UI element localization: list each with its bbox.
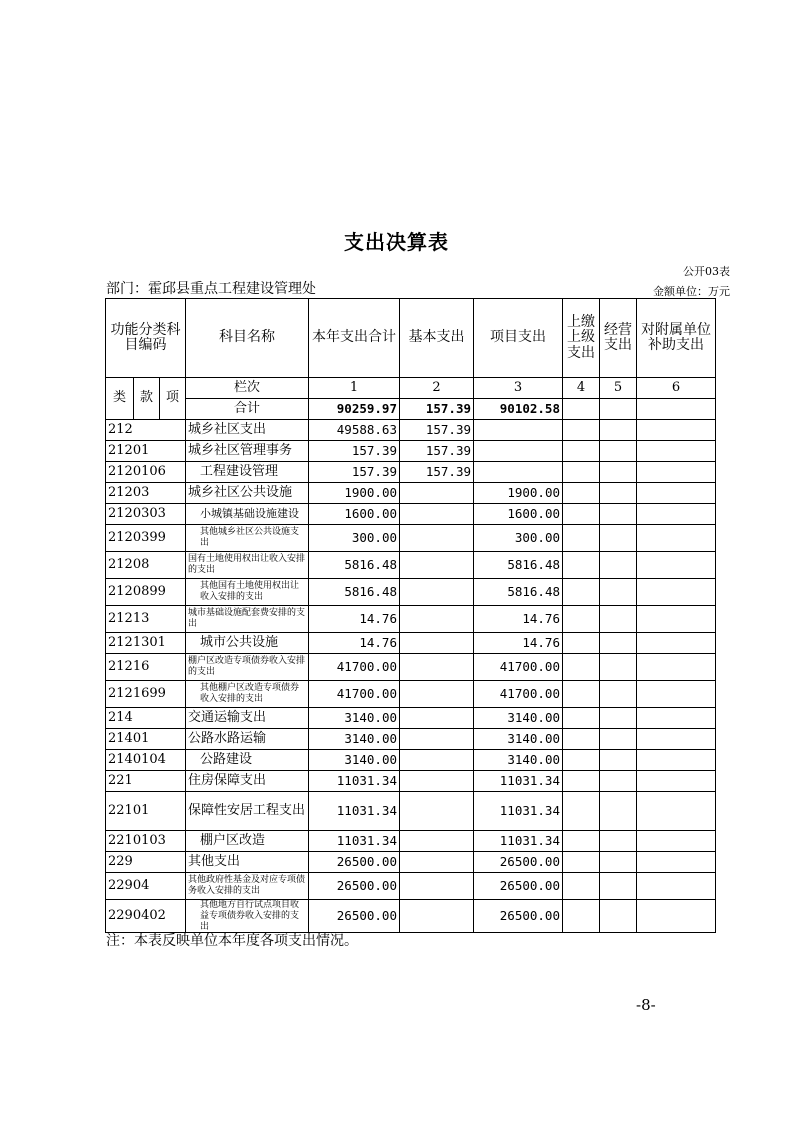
row-project: 14.76 bbox=[474, 606, 563, 633]
row-basic bbox=[400, 633, 474, 654]
row-code: 2120303 bbox=[106, 504, 186, 525]
row-total: 41700.00 bbox=[309, 654, 400, 681]
header-code: 功能分类科目编码 bbox=[106, 299, 186, 378]
table-row bbox=[106, 483, 716, 504]
row-project: 26500.00 bbox=[474, 900, 563, 933]
row-business bbox=[600, 654, 637, 681]
row-code: 22101 bbox=[106, 792, 186, 831]
row-code: 221 bbox=[106, 771, 186, 792]
row-name: 公路水路运输 bbox=[186, 729, 309, 750]
row-upper bbox=[563, 579, 600, 606]
row-upper bbox=[563, 750, 600, 771]
row-name: 棚户区改造专项债券收入安排的支出 bbox=[186, 654, 309, 681]
row-upper bbox=[563, 654, 600, 681]
row-name: 其他支出 bbox=[186, 852, 309, 873]
row-code: 2120106 bbox=[106, 462, 186, 483]
table-row bbox=[106, 681, 716, 708]
row-total: 3140.00 bbox=[309, 708, 400, 729]
table-row bbox=[106, 579, 716, 606]
row-subsidy bbox=[637, 792, 716, 831]
row-basic bbox=[400, 606, 474, 633]
total-label: 合计 bbox=[186, 399, 309, 420]
row-business bbox=[600, 852, 637, 873]
row-upper bbox=[563, 708, 600, 729]
row-business bbox=[600, 633, 637, 654]
row-project: 5816.48 bbox=[474, 579, 563, 606]
row-basic bbox=[400, 750, 474, 771]
row-code: 229 bbox=[106, 852, 186, 873]
row-subsidy bbox=[637, 771, 716, 792]
row-basic bbox=[400, 579, 474, 606]
row-subsidy bbox=[637, 525, 716, 552]
table-row bbox=[106, 633, 716, 654]
row-name: 其他政府性基金及对应专项债务收入安排的支出 bbox=[186, 873, 309, 900]
page-number: -8- bbox=[636, 996, 656, 1014]
row-project: 1900.00 bbox=[474, 483, 563, 504]
row-business bbox=[600, 552, 637, 579]
row-subsidy bbox=[637, 633, 716, 654]
row-total: 157.39 bbox=[309, 462, 400, 483]
row-total: 3140.00 bbox=[309, 750, 400, 771]
total-row bbox=[106, 399, 716, 420]
col-number-2: 2 bbox=[400, 378, 474, 399]
row-code: 21216 bbox=[106, 654, 186, 681]
row-name: 工程建设管理 bbox=[186, 462, 309, 483]
row-project: 3140.00 bbox=[474, 750, 563, 771]
table-row bbox=[106, 552, 716, 579]
row-name: 其他地方自行试点项目收益专项债券收入安排的支出 bbox=[186, 900, 309, 933]
row-name: 城乡社区公共设施 bbox=[186, 483, 309, 504]
total-upper bbox=[563, 399, 600, 420]
header-upper: 上缴上级支出 bbox=[563, 299, 600, 378]
row-subsidy bbox=[637, 873, 716, 900]
table-row bbox=[106, 750, 716, 771]
table-row bbox=[106, 900, 716, 933]
row-subsidy bbox=[637, 504, 716, 525]
table-row bbox=[106, 771, 716, 792]
row-business bbox=[600, 792, 637, 831]
row-code: 2121301 bbox=[106, 633, 186, 654]
row-total: 11031.34 bbox=[309, 831, 400, 852]
header-row bbox=[106, 299, 716, 378]
row-total: 14.76 bbox=[309, 633, 400, 654]
row-total: 14.76 bbox=[309, 606, 400, 633]
row-name: 城市公共设施 bbox=[186, 633, 309, 654]
row-basic bbox=[400, 504, 474, 525]
header-kuan: 款 bbox=[134, 378, 160, 420]
row-business bbox=[600, 771, 637, 792]
row-business bbox=[600, 462, 637, 483]
row-total: 26500.00 bbox=[309, 900, 400, 933]
row-project: 14.76 bbox=[474, 633, 563, 654]
col-number-5: 5 bbox=[600, 378, 637, 399]
row-total: 5816.48 bbox=[309, 552, 400, 579]
row-code: 2120399 bbox=[106, 525, 186, 552]
row-project bbox=[474, 462, 563, 483]
row-total: 49588.63 bbox=[309, 420, 400, 441]
row-total: 1600.00 bbox=[309, 504, 400, 525]
row-upper bbox=[563, 900, 600, 933]
department-label: 部门：霍邱县重点工程建设管理处 bbox=[106, 281, 316, 297]
row-business bbox=[600, 729, 637, 750]
row-subsidy bbox=[637, 462, 716, 483]
row-business bbox=[600, 579, 637, 606]
table-row bbox=[106, 708, 716, 729]
row-business bbox=[600, 441, 637, 462]
table-row bbox=[106, 606, 716, 633]
row-project: 5816.48 bbox=[474, 552, 563, 579]
row-basic bbox=[400, 681, 474, 708]
row-upper bbox=[563, 792, 600, 831]
row-name: 保障性安居工程支出 bbox=[186, 792, 309, 831]
row-upper bbox=[563, 873, 600, 900]
row-name: 城市基础设施配套费安排的支出 bbox=[186, 606, 309, 633]
row-basic bbox=[400, 654, 474, 681]
row-subsidy bbox=[637, 606, 716, 633]
header-name: 科目名称 bbox=[186, 299, 309, 378]
row-project: 11031.34 bbox=[474, 792, 563, 831]
row-upper bbox=[563, 462, 600, 483]
row-total: 41700.00 bbox=[309, 681, 400, 708]
row-basic bbox=[400, 852, 474, 873]
row-business bbox=[600, 420, 637, 441]
row-business bbox=[600, 900, 637, 933]
row-upper bbox=[563, 633, 600, 654]
row-upper bbox=[563, 504, 600, 525]
row-project: 1600.00 bbox=[474, 504, 563, 525]
row-name: 其他国有土地使用权出让收入安排的支出 bbox=[186, 579, 309, 606]
row-subsidy bbox=[637, 420, 716, 441]
row-basic: 157.39 bbox=[400, 420, 474, 441]
row-upper bbox=[563, 852, 600, 873]
row-subsidy bbox=[637, 579, 716, 606]
row-name: 小城镇基础设施建设 bbox=[186, 504, 309, 525]
row-basic bbox=[400, 831, 474, 852]
row-code: 21401 bbox=[106, 729, 186, 750]
header-total: 本年支出合计 bbox=[309, 299, 400, 378]
row-code: 214 bbox=[106, 708, 186, 729]
row-basic bbox=[400, 873, 474, 900]
row-upper bbox=[563, 729, 600, 750]
header-business: 经营支出 bbox=[600, 299, 637, 378]
table-row bbox=[106, 873, 716, 900]
row-subsidy bbox=[637, 852, 716, 873]
row-business bbox=[600, 873, 637, 900]
row-project: 26500.00 bbox=[474, 852, 563, 873]
row-code: 2140104 bbox=[106, 750, 186, 771]
table-row bbox=[106, 729, 716, 750]
row-basic bbox=[400, 525, 474, 552]
table-row bbox=[106, 525, 716, 552]
row-code: 2290402 bbox=[106, 900, 186, 933]
table-row bbox=[106, 420, 716, 441]
row-name: 交通运输支出 bbox=[186, 708, 309, 729]
row-code: 22904 bbox=[106, 873, 186, 900]
row-project: 41700.00 bbox=[474, 654, 563, 681]
row-business bbox=[600, 831, 637, 852]
row-subsidy bbox=[637, 708, 716, 729]
row-upper bbox=[563, 552, 600, 579]
row-project: 26500.00 bbox=[474, 873, 563, 900]
row-project: 300.00 bbox=[474, 525, 563, 552]
table-row bbox=[106, 462, 716, 483]
row-code: 21213 bbox=[106, 606, 186, 633]
row-business bbox=[600, 606, 637, 633]
header-lanci: 栏次 bbox=[186, 378, 309, 399]
expenditure-table bbox=[105, 298, 716, 933]
column-number-row bbox=[106, 378, 716, 399]
row-name: 城乡社区支出 bbox=[186, 420, 309, 441]
table-row bbox=[106, 654, 716, 681]
row-basic bbox=[400, 729, 474, 750]
row-business bbox=[600, 525, 637, 552]
row-upper bbox=[563, 771, 600, 792]
row-basic bbox=[400, 708, 474, 729]
row-upper bbox=[563, 441, 600, 462]
row-code: 21201 bbox=[106, 441, 186, 462]
total-total: 90259.97 bbox=[309, 399, 400, 420]
col-number-6: 6 bbox=[637, 378, 716, 399]
table-row bbox=[106, 852, 716, 873]
row-basic: 157.39 bbox=[400, 441, 474, 462]
row-total: 11031.34 bbox=[309, 771, 400, 792]
row-upper bbox=[563, 831, 600, 852]
row-code: 21203 bbox=[106, 483, 186, 504]
row-basic bbox=[400, 771, 474, 792]
row-upper bbox=[563, 483, 600, 504]
row-project: 3140.00 bbox=[474, 729, 563, 750]
row-upper bbox=[563, 606, 600, 633]
row-basic bbox=[400, 900, 474, 933]
total-business bbox=[600, 399, 637, 420]
row-basic bbox=[400, 792, 474, 831]
row-name: 棚户区改造 bbox=[186, 831, 309, 852]
row-total: 1900.00 bbox=[309, 483, 400, 504]
total-basic: 157.39 bbox=[400, 399, 474, 420]
table-row bbox=[106, 441, 716, 462]
row-code: 2210103 bbox=[106, 831, 186, 852]
table-row bbox=[106, 792, 716, 831]
row-business bbox=[600, 750, 637, 771]
row-total: 5816.48 bbox=[309, 579, 400, 606]
row-project bbox=[474, 441, 563, 462]
row-code: 2120899 bbox=[106, 579, 186, 606]
row-basic bbox=[400, 552, 474, 579]
row-total: 3140.00 bbox=[309, 729, 400, 750]
row-name: 其他棚户区改造专项债券收入安排的支出 bbox=[186, 681, 309, 708]
row-subsidy bbox=[637, 900, 716, 933]
total-subsidy bbox=[637, 399, 716, 420]
row-code: 2121699 bbox=[106, 681, 186, 708]
row-name: 其他城乡社区公共设施支出 bbox=[186, 525, 309, 552]
row-subsidy bbox=[637, 654, 716, 681]
header-xiang: 项 bbox=[160, 378, 186, 420]
row-upper bbox=[563, 525, 600, 552]
unit-label: 金额单位：万元 bbox=[653, 285, 730, 298]
row-subsidy bbox=[637, 750, 716, 771]
header-project: 项目支出 bbox=[474, 299, 563, 378]
row-name: 城乡社区管理事务 bbox=[186, 441, 309, 462]
row-total: 26500.00 bbox=[309, 873, 400, 900]
row-subsidy bbox=[637, 441, 716, 462]
row-project: 11031.34 bbox=[474, 771, 563, 792]
row-business bbox=[600, 504, 637, 525]
header-lei: 类 bbox=[106, 378, 134, 420]
row-upper bbox=[563, 420, 600, 441]
row-project: 11031.34 bbox=[474, 831, 563, 852]
row-code: 212 bbox=[106, 420, 186, 441]
row-subsidy bbox=[637, 552, 716, 579]
total-project: 90102.58 bbox=[474, 399, 563, 420]
header-basic: 基本支出 bbox=[400, 299, 474, 378]
col-number-3: 3 bbox=[474, 378, 563, 399]
form-number: 公开03表 bbox=[683, 265, 730, 278]
row-basic: 157.39 bbox=[400, 462, 474, 483]
row-basic bbox=[400, 483, 474, 504]
table-note: 注：本表反映单位本年度各项支出情况。 bbox=[106, 933, 358, 949]
row-total: 300.00 bbox=[309, 525, 400, 552]
row-total: 11031.34 bbox=[309, 792, 400, 831]
row-subsidy bbox=[637, 729, 716, 750]
row-business bbox=[600, 483, 637, 504]
row-subsidy bbox=[637, 831, 716, 852]
row-upper bbox=[563, 681, 600, 708]
row-code: 21208 bbox=[106, 552, 186, 579]
row-name: 住房保障支出 bbox=[186, 771, 309, 792]
col-number-4: 4 bbox=[563, 378, 600, 399]
row-business bbox=[600, 681, 637, 708]
page-title: 支出决算表 bbox=[344, 230, 449, 254]
row-total: 26500.00 bbox=[309, 852, 400, 873]
row-name: 公路建设 bbox=[186, 750, 309, 771]
row-project: 3140.00 bbox=[474, 708, 563, 729]
row-name: 国有土地使用权出让收入安排的支出 bbox=[186, 552, 309, 579]
row-subsidy bbox=[637, 681, 716, 708]
table-row bbox=[106, 831, 716, 852]
row-total: 157.39 bbox=[309, 441, 400, 462]
row-project: 41700.00 bbox=[474, 681, 563, 708]
row-subsidy bbox=[637, 483, 716, 504]
header-subsidy: 对附属单位补助支出 bbox=[637, 299, 716, 378]
row-project bbox=[474, 420, 563, 441]
col-number-1: 1 bbox=[309, 378, 400, 399]
table-row bbox=[106, 504, 716, 525]
row-business bbox=[600, 708, 637, 729]
